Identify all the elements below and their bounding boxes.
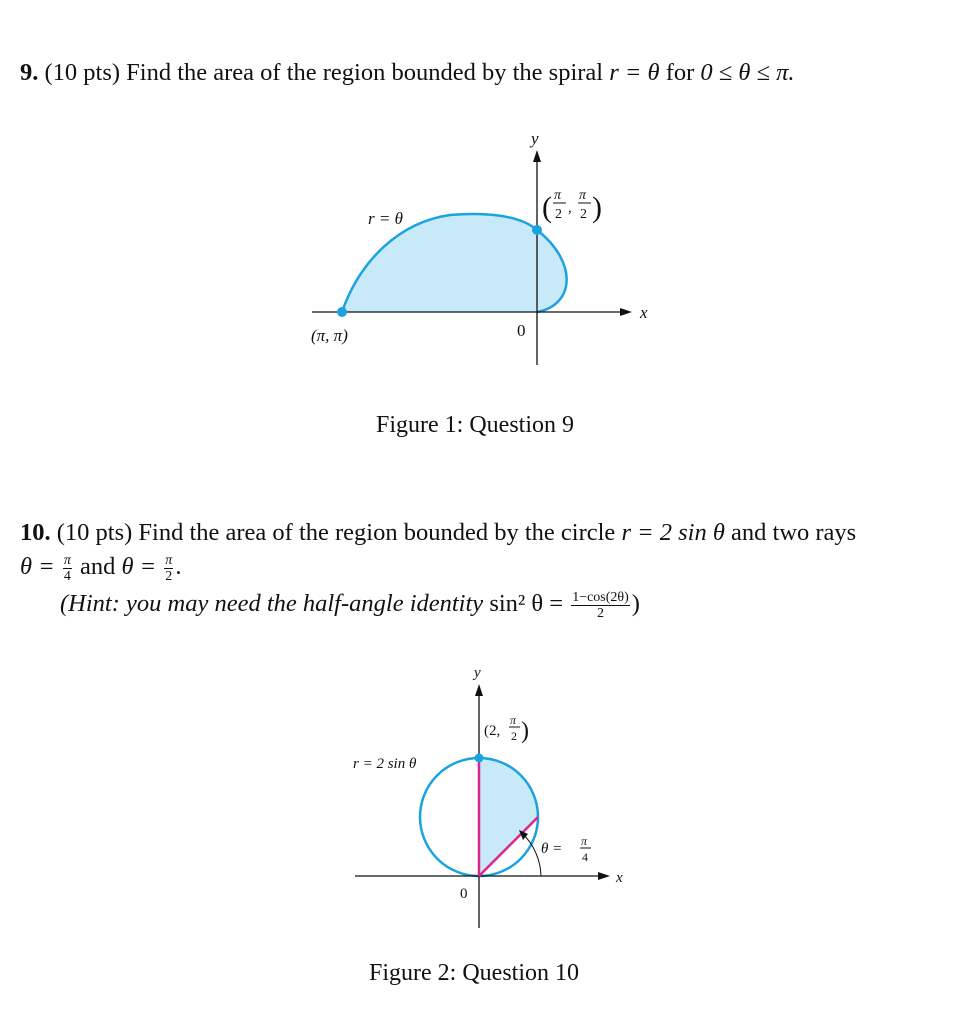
svg-text:2: 2 bbox=[580, 207, 587, 222]
ray1-theta: θ = bbox=[20, 553, 55, 580]
hint-frac: $\frac{1-\cos(2\theta)}{2}$ bbox=[572, 590, 629, 621]
origin-label-2: 0 bbox=[460, 886, 468, 902]
q9-range: 0 ≤ θ ≤ π. bbox=[700, 59, 795, 86]
figure-1-caption: Figure 1: Question 9 bbox=[376, 412, 574, 438]
figure-2-caption: Figure 2: Question 10 bbox=[369, 960, 579, 986]
point-label-2-pi2 bbox=[484, 713, 529, 744]
rays-period: . bbox=[175, 553, 182, 580]
svg-text:): ) bbox=[592, 191, 602, 224]
rays-and: and bbox=[73, 553, 122, 580]
q10-text: (10 pts) Find the area of the region bounded by the circle bbox=[50, 519, 622, 546]
y-axis-label-2: y bbox=[474, 665, 481, 681]
svg-text:π: π bbox=[581, 834, 588, 848]
q10-text-after: and two rays bbox=[724, 519, 857, 546]
svg-text:(: ( bbox=[542, 191, 552, 224]
svg-text:,: , bbox=[568, 200, 572, 216]
hint-text: (Hint: you may need the half-angle identity bbox=[60, 590, 490, 618]
ray-label-pi4 bbox=[541, 834, 591, 864]
q10-number: 10. bbox=[20, 519, 51, 546]
q10-equation: r = 2 sin θ bbox=[621, 519, 725, 546]
curve-label-2: r = 2 sin θ bbox=[353, 756, 417, 772]
q9-number: 9. bbox=[20, 59, 39, 86]
ray2-theta: θ = bbox=[121, 553, 157, 580]
x-axis-label: x bbox=[640, 303, 648, 322]
point-label-pi-pi: (π, π) bbox=[311, 326, 348, 345]
svg-text:π: π bbox=[579, 188, 587, 203]
svg-text:π: π bbox=[510, 713, 517, 727]
hint-lhs: sin² θ = bbox=[489, 590, 564, 618]
q9-text: (10 pts) Find the area of the region bounded by the spiral bbox=[38, 59, 610, 86]
svg-text:π: π bbox=[554, 188, 562, 203]
curve-label: r = θ bbox=[368, 209, 403, 228]
svg-text:2: 2 bbox=[511, 729, 517, 743]
svg-text:(2,: (2, bbox=[484, 723, 501, 739]
q9-equation: r = θ bbox=[609, 59, 660, 86]
point-2-pi2 bbox=[475, 754, 484, 763]
q9-text-for: for bbox=[659, 59, 701, 86]
shaded-sector bbox=[479, 758, 538, 876]
x-axis-label-2: x bbox=[616, 870, 623, 886]
x-axis-arrow-2 bbox=[598, 872, 610, 880]
svg-text:): ) bbox=[521, 718, 529, 744]
svg-text:4: 4 bbox=[582, 850, 588, 864]
ray2-frac: $\frac{\pi}{2}$ bbox=[165, 552, 173, 584]
svg-text:θ =: θ = bbox=[541, 841, 563, 857]
y-axis-label: y bbox=[531, 129, 539, 148]
ray1-frac: $\frac{\pi}{4}$ bbox=[63, 552, 71, 584]
y-axis-arrow-2 bbox=[475, 684, 483, 696]
svg-text:2: 2 bbox=[555, 207, 562, 222]
hint-close: ) bbox=[631, 590, 640, 618]
origin-label: 0 bbox=[517, 321, 526, 340]
